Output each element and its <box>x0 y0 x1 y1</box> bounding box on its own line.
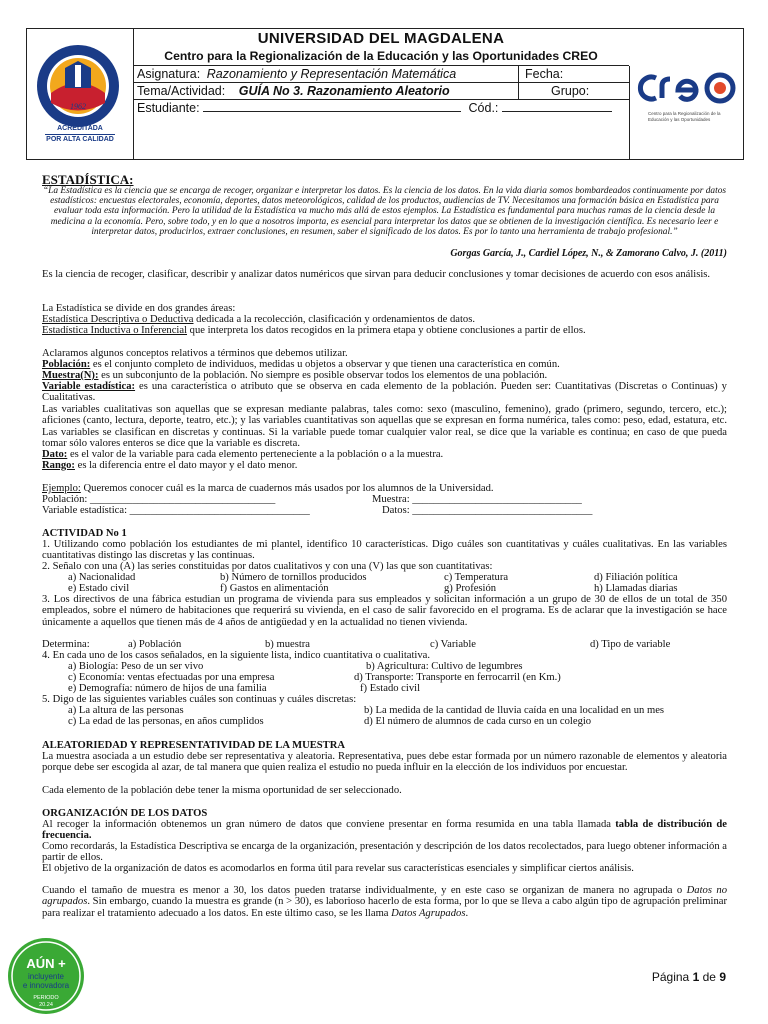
q3-option: c) Variable <box>430 639 476 650</box>
intro-quote: “La Estadística es la ciencia que se encarga de recoger, organizar e interpretar los datos. Es la ciencia de los datos. En la vida diaria somos bombardeados continuamente por datos estadísticos: encuestas electorales, economía, deportes, datos meteorológicos, calidad de los productos, audiencias de TV. Necesitamos una formación básica en Estadística para evaluar toda esta información. Pero la utilidad de la Estadística va mucho más allá de estos ejemplos. La Estadística es fundamental para muchas ramas de la ciencia desde la medicina a la economía. Pero, sobre todo, y en lo que a nosotros importa, es esencial para interpretar los datos que se obtienen de la investigación científica. Es necesario leer e interpretar datos, producirlos, extraer conclusiones, en resumen, saber el significado de los datos. Es por lo tanto una herramienta de trabajo profesional.” <box>42 186 727 237</box>
random-paragraph-1: La muestra asociada a un estudio debe ser representativa y aleatoria. Representativa, pues debe estar formada por un número razonable de elementos y aleatoria porque debe ser escogida al azar, de tal manera que quien realiza el estudio no pueda influir en la elección de los individuos por encuestar. <box>42 751 727 774</box>
poblacion-def: Población: es el conjunto completo de individuos, medidas u objetos a observar y que tienen una característica en común. <box>42 359 560 370</box>
aun-mas-badge-logo <box>6 920 86 1018</box>
example-pob-row <box>42 494 727 505</box>
svg-text:20.24: 20.24 <box>39 1002 53 1008</box>
activity-title: ACTIVIDAD No 1 <box>42 528 127 539</box>
code-blank[interactable] <box>502 100 612 112</box>
definition-paragraph: Es la ciencia de recoger, clasificar, describir y analizar datos numéricos que sirvan para deducir conclusiones y tomar decisiones de acuerdo con esos análisis. <box>42 269 711 280</box>
student-label: Estudiante: <box>137 101 200 115</box>
example-variable-blank[interactable]: Variable estadística: __________________________________ <box>42 505 310 516</box>
q3-label: Determina: <box>42 639 90 650</box>
variable-types-paragraph: Las variables cualitativas son aquellas que se expresan mediante palabras, tales como: sexo (masculino, femenino), grado (primero, segundo, tercero, etc.); aficiones (canto, lectura, deporte, teatro, etc.); y las variables cuantitativas son aquellas que se expresan en forma numérica, tales como: peso, edad, estatura, etc. Las variables se clasifican en discretas y continuas. Si la variable puede tomar cualquier valor real, se dice que la variable es continua; en caso de que pueda tomar sólo valores enteros se dice que la variable es discreta. <box>42 404 727 449</box>
q2-option: a) Nacionalidad <box>68 572 136 583</box>
q3-option: a) Población <box>128 639 182 650</box>
subject-label: Asignatura: <box>137 67 201 81</box>
activity-q1: 1. Utilizando como población los estudiantes de mi plantel, identifico 10 características. Digo cuáles son cuantitativas y cuáles cualitativas. En las variables cuantitativas distingo las discretas y las continuas. <box>42 539 727 562</box>
q2-option: d) Filiación política <box>594 572 678 583</box>
activity-q5: 5. Digo de las siguientes variables cuáles son continuas y cuáles discretas: <box>42 694 357 705</box>
university-logo-cell <box>27 29 134 159</box>
student-row <box>133 99 629 116</box>
q2-option: g) Profesión <box>444 583 497 594</box>
subject-row <box>133 65 629 82</box>
example-poblacion-blank[interactable]: Población: ___________________________________ <box>42 494 276 505</box>
q2-option: e) Estado civil <box>68 583 130 594</box>
svg-text:AÚN +: AÚN + <box>26 956 66 971</box>
group-label: Grupo: <box>551 84 590 98</box>
descriptive-line: Estadística Descriptiva o Deductiva dedicada a la recolección, clasificación y ordenamientos de datos. <box>42 314 475 325</box>
org-paragraph-4: Cuando el tamaño de muestra es menor a 30, los datos pueden tratarse individualmente, y en este caso se organizan de manera no agrupada o Datos no agrupados. Sin embargo, cuando la muestra es grande (n > 30), es laborioso hacerlo de esta forma, por lo que se lleva a cabo algún tipo de agrupación preliminar para realizar el tratamiento adecuado a los datos. En este último caso, se les llama Datos Agrupados. <box>42 885 727 919</box>
q2-option: b) Número de tornillos producidos <box>220 572 367 583</box>
rango-def: Rango: es la diferencia entre el dato mayor y el dato menor. <box>42 460 298 471</box>
random-paragraph-2: Cada elemento de la población debe tener la misma oportunidad de ser seleccionado. <box>42 785 402 796</box>
org-paragraph-1: Al recoger la información obtenemos un gran número de datos que conviene presentar en forma resumida en una tabla llamada tabla de distribución de frecuencia. <box>42 819 727 842</box>
svg-text:1962: 1962 <box>70 102 86 111</box>
activity-value: GUÍA No 3. Razonamiento Aleatorio <box>238 84 450 98</box>
muestra-def: Muestra(N): es un subconjunto de la población. No siempre es posible observar todos los elementos de una población. <box>42 370 548 381</box>
org-paragraph-2: Como recordarás, la Estadística Descriptiva se encarga de la organización, presentación y descripción de los datos recolectados, para luego obtener información a partir de ellos. <box>42 841 727 864</box>
example-line: Ejemplo: Queremos conocer cuál es la marca de cuadernos más usados por los alumnos de la Universidad. <box>42 483 494 494</box>
code-label: Cód.: <box>468 101 499 115</box>
inferential-line: Estadística Inductiva o Inferencial que interpreta los datos recogidos en la primera etapa y obtiene conclusiones a partir de ellos. <box>42 325 586 336</box>
variable-def: Variable estadística: es una característica o atributo que se observa en cada elemento de la población. Pueden ser: Cuantitativas (Discretas o Continuas) y Cualitativas. <box>42 381 727 404</box>
student-blank[interactable] <box>203 100 461 112</box>
activity-q4: 4. En cada uno de los casos señalados, en la siguiente lista, indico cuantitativa o cualitativa. <box>42 650 431 661</box>
org-paragraph-3: El objetivo de la organización de datos es acomodarlos en forma útil para revelar sus características esenciales y simplificar ciertos análisis. <box>42 863 634 874</box>
quote-author: Gorgas García, J., Cardiel López, N., & Zamorano Calvo, J. (2011) <box>450 248 727 259</box>
q3-option: b) muestra <box>265 639 311 650</box>
concepts-lead: Aclaramos algunos conceptos relativos a términos que debemos utilizar. <box>42 348 348 359</box>
svg-text:PERIODO: PERIODO <box>33 995 59 1001</box>
section-title-estadistica: ESTADÍSTICA: <box>42 172 134 187</box>
q2-option: f) Gastos en alimentación <box>220 583 329 594</box>
svg-text:incluyente: incluyente <box>27 972 65 981</box>
inferential-term: Estadística Inductiva o Inferencial <box>42 325 188 336</box>
dato-def: Dato: es el valor de la variable para cada elemento perteneciente a la población o a la muestra. <box>42 449 444 460</box>
document-header <box>26 28 744 160</box>
org-title: ORGANIZACIÓN DE LOS DATOS <box>42 808 208 819</box>
activity-q2: 2. Señalo con una (A) las series constituidas por datos cualitativos y con una (V) las que son cuantitativas: <box>42 561 493 572</box>
page-number: Página 1 de 9 <box>651 970 726 984</box>
descriptive-term: Estadística Descriptiva o Deductiva <box>42 314 194 325</box>
activity-label: Tema/Actividad: <box>137 84 226 98</box>
example-datos-blank[interactable]: Datos: __________________________________ <box>382 505 593 516</box>
center-title: Centro para la Regionalización de la Educación y las Oportunidades CREO <box>164 49 598 63</box>
example-var-row <box>42 505 727 516</box>
divided-line: La Estadística se divide en dos grandes áreas: <box>42 303 236 314</box>
random-title: ALEATORIEDAD Y REPRESENTATIVIDAD DE LA MUESTRA <box>42 740 346 751</box>
q2-option: h) Llamadas diarias <box>594 583 678 594</box>
activity-row <box>133 82 629 99</box>
example-muestra-blank[interactable]: Muestra: ________________________________ <box>372 494 582 505</box>
creo-logo-cell <box>629 66 744 159</box>
creo-subtitle: Centro para la Regionalización de la Educación y las Oportunidades <box>648 111 721 122</box>
q2-option: c) Temperatura <box>444 572 509 583</box>
university-title: UNIVERSIDAD DEL MAGDALENA <box>257 30 505 47</box>
creo-logo <box>634 70 740 106</box>
svg-text:e innovadora: e innovadora <box>22 981 70 990</box>
subject-value: Razonamiento y Representación Matemática <box>206 67 457 81</box>
date-label: Fecha: <box>525 67 564 81</box>
university-seal-logo <box>35 43 121 129</box>
q3-option: d) Tipo de variable <box>590 639 671 650</box>
header-center <box>133 29 629 159</box>
accreditation-label: ACREDITADA POR ALTA CALIDAD <box>46 125 114 143</box>
activity-q3: 3. Los directivos de una fábrica estudian un programa de vivienda para sus empleados y solicitan información a un grupo de 30 de ellos de un total de 350 empleados, sobre el número de habitaciones que requerirá su vivienda, en el caso de salir favorecido en el programa. Es de aclarar que la investigación se hace únicamente a aquellos que tienen más de 4 años de antigüedad y en la actualidad no tienen vivienda. <box>42 594 727 628</box>
